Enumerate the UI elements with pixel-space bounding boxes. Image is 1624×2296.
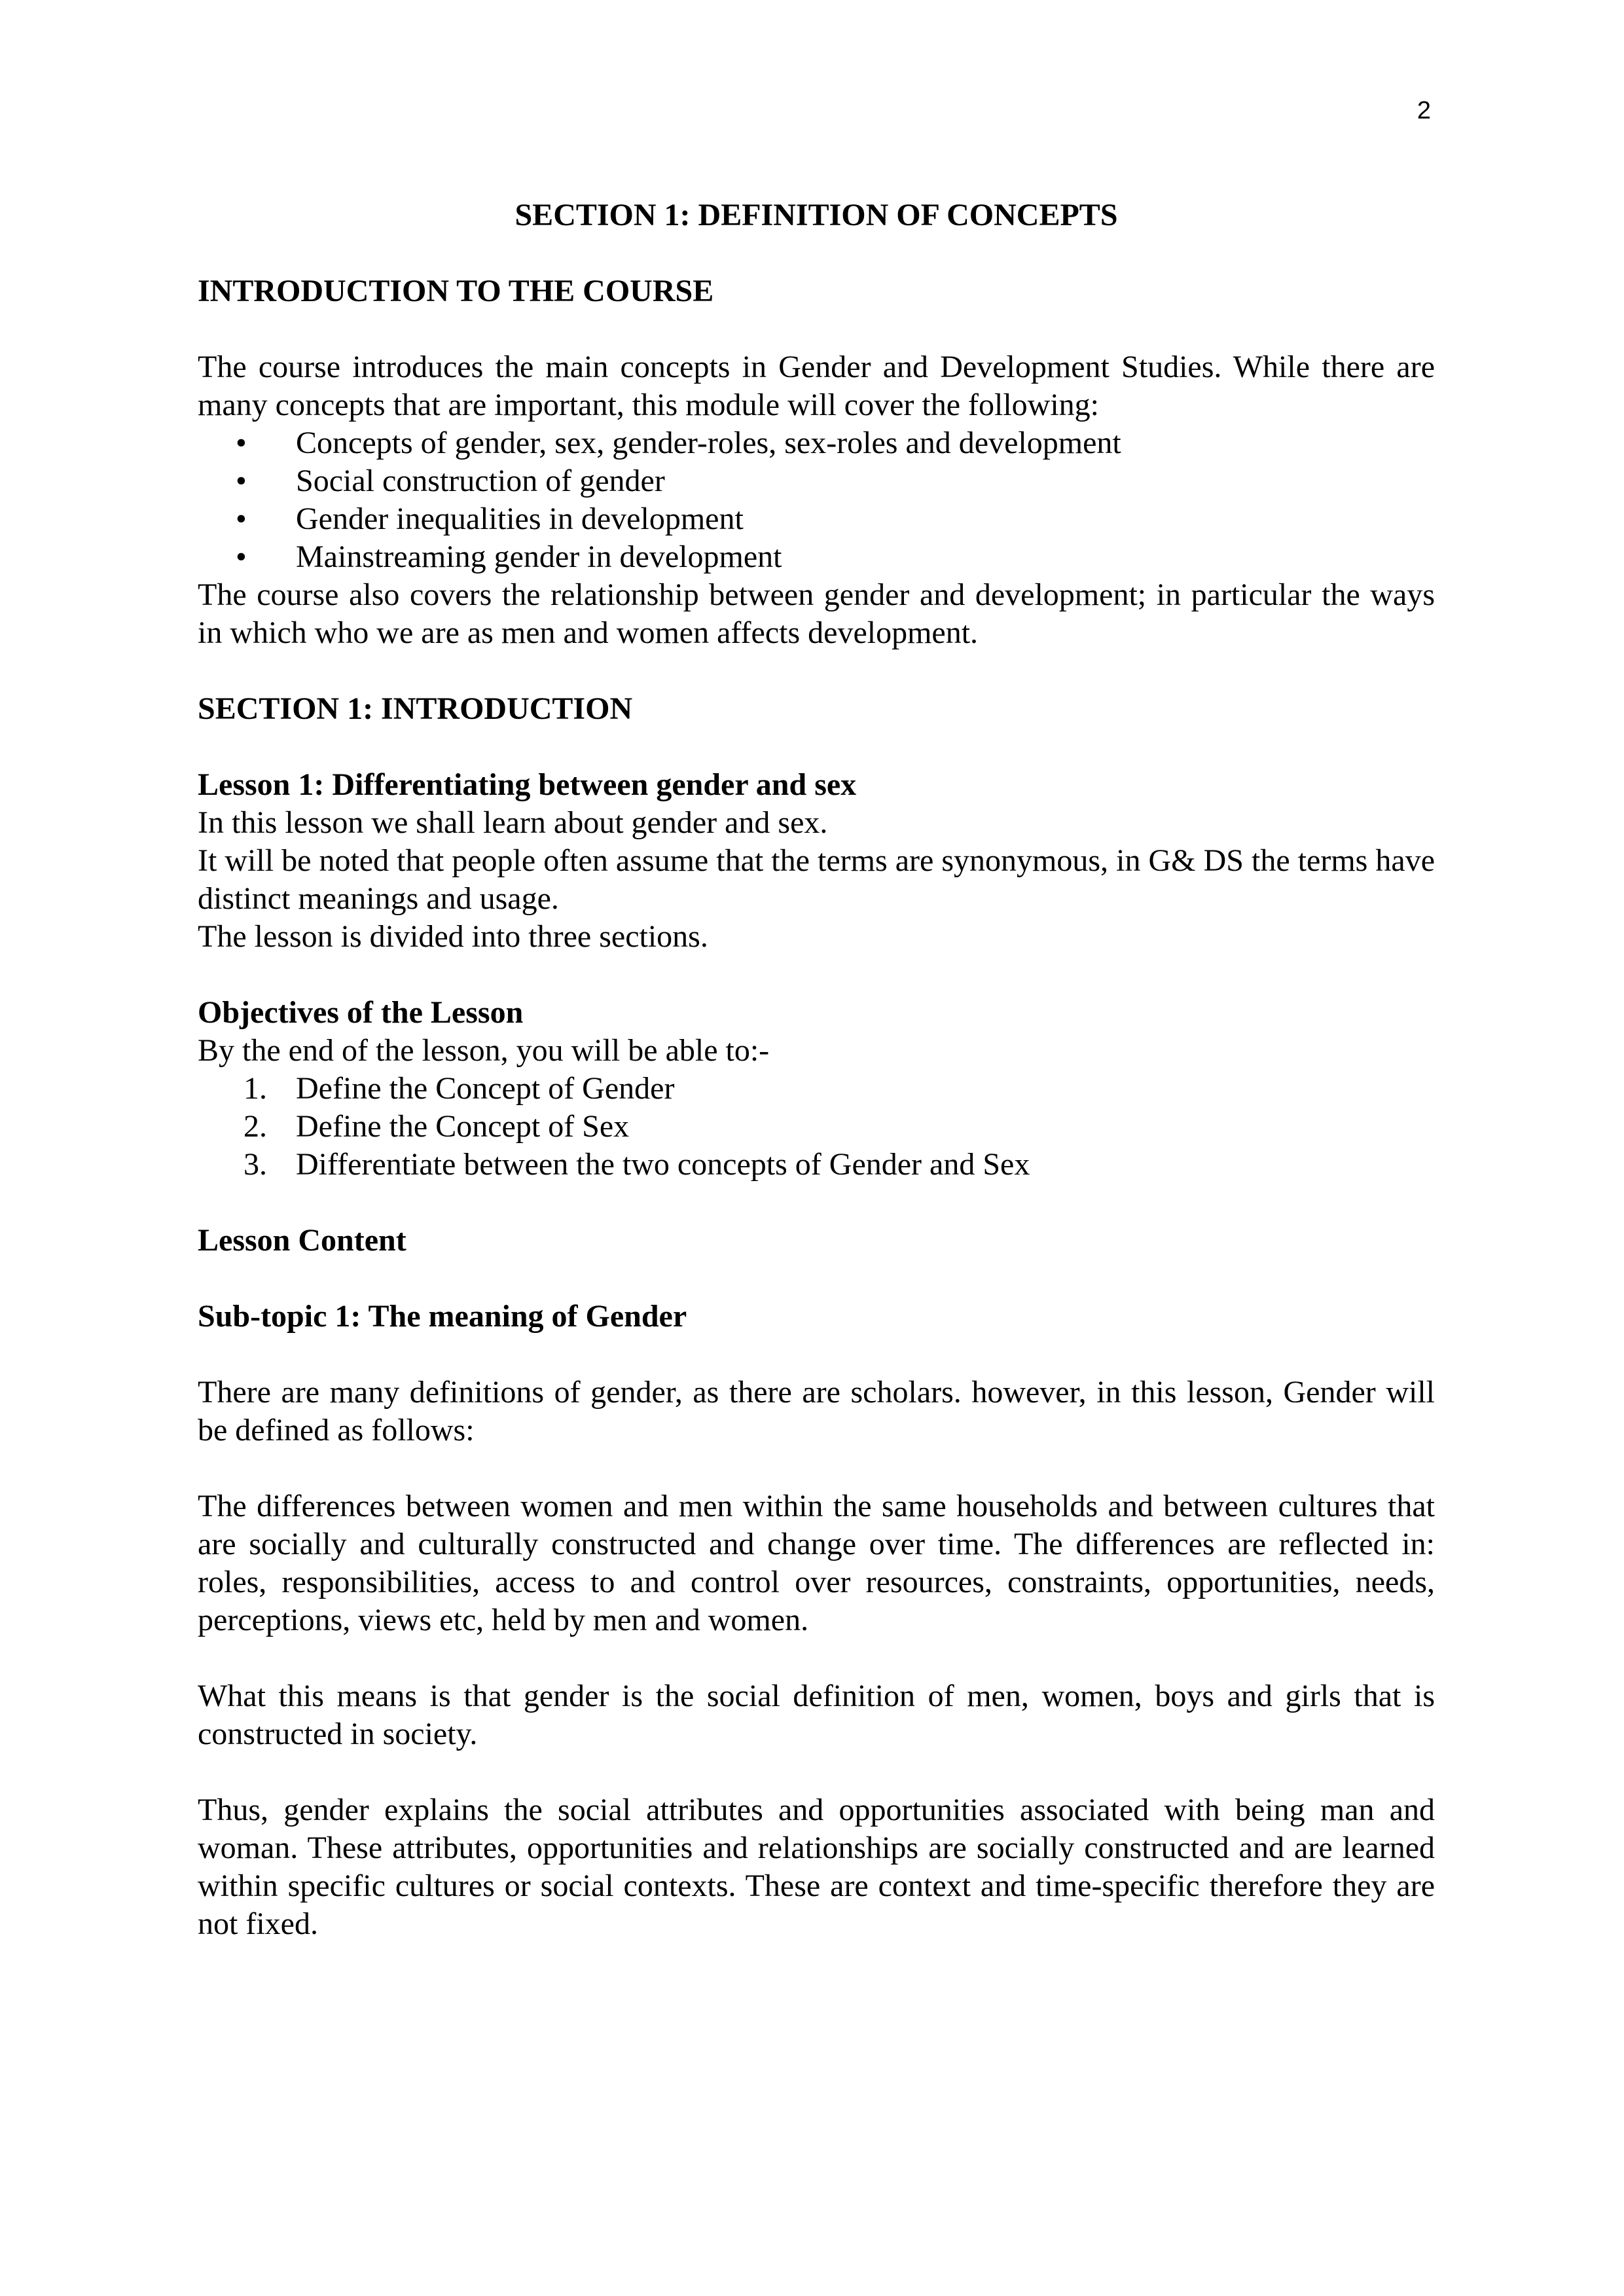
subtopic-paragraph: The differences between women and men within the same households and between cultures that are socially and culturally constructed and change over time. The differences are reflected in: roles, responsibilities, access to and control over resources, constraints, opportunities, needs, perceptions, views etc, held by men and women. xyxy=(198,1489,1435,1637)
lesson-heading: Lesson 1: Differentiating between gender and sex xyxy=(198,767,857,802)
list-number: 3. xyxy=(244,1147,267,1182)
objectives-heading: Objectives of the Lesson xyxy=(198,995,524,1030)
list-item xyxy=(198,462,1435,500)
objectives-lead: By the end of the lesson, you will be able to:- xyxy=(198,1033,770,1068)
list-item-text: Define the Concept of Sex xyxy=(296,1109,630,1144)
subtopic-paragraph: What this means is that gender is the social definition of men, women, boys and girls that is constructed in society. xyxy=(198,1679,1435,1751)
section-intro-heading: SECTION 1: INTRODUCTION xyxy=(198,691,633,726)
list-item-text: Define the Concept of Gender xyxy=(296,1071,675,1106)
spacer xyxy=(198,1639,1435,1677)
list-item xyxy=(198,500,1435,538)
subtopic-paragraph: There are many definitions of gender, as there are scholars. however, in this lesson, Gender will be defined as follows: xyxy=(198,1375,1435,1448)
spacer xyxy=(198,1260,1435,1298)
objectives-list xyxy=(198,1070,1435,1184)
list-item xyxy=(198,1146,1435,1184)
spacer xyxy=(198,310,1435,348)
intro-paragraph: The course introduces the main concepts in Gender and Development Studies. While there are many concepts that are important, this module will cover the following: xyxy=(198,350,1435,422)
list-number: 2. xyxy=(244,1109,267,1144)
list-item xyxy=(198,1070,1435,1108)
list-item-text: Gender inequalities in development xyxy=(296,501,744,536)
lesson-line: It will be noted that people often assume that the terms are synonymous, in G& DS the terms have distinct meanings and usage. xyxy=(198,843,1435,916)
page-number: 2 xyxy=(1416,97,1431,124)
intro-closing-paragraph: The course also covers the relationship between gender and development; in particular the ways in which who we are as men and women affects development. xyxy=(198,577,1435,650)
lesson-line: The lesson is divided into three sections. xyxy=(198,919,708,954)
page-content xyxy=(198,196,1435,1943)
subtopic-heading: Sub-topic 1: The meaning of Gender xyxy=(198,1299,687,1334)
list-item-text: Concepts of gender, sex, gender-roles, sex-roles and development xyxy=(296,426,1121,460)
list-item-text: Differentiate between the two concepts of Gender and Sex xyxy=(296,1147,1030,1182)
list-item-text: Mainstreaming gender in development xyxy=(296,539,782,574)
subtopic-paragraph: Thus, gender explains the social attributes and opportunities associated with being man and woman. These attributes, opportunities and relationships are socially constructed and are learned within specific cultures or social contexts. These are context and time-specific therefore they are not fixed. xyxy=(198,1793,1435,1941)
list-item xyxy=(198,1108,1435,1146)
spacer xyxy=(198,956,1435,994)
lesson-content-heading: Lesson Content xyxy=(198,1223,406,1258)
bullet-icon: • xyxy=(236,539,247,574)
intro-heading: INTRODUCTION TO THE COURSE xyxy=(198,274,714,308)
list-item-text: Social construction of gender xyxy=(296,464,665,498)
spacer xyxy=(198,1184,1435,1222)
section-title: SECTION 1: DEFINITION OF CONCEPTS xyxy=(514,198,1118,232)
bullet-icon: • xyxy=(236,426,247,460)
spacer xyxy=(198,652,1435,690)
lesson-line: In this lesson we shall learn about gender and sex. xyxy=(198,805,828,840)
list-number: 1. xyxy=(244,1071,267,1106)
bullet-icon: • xyxy=(236,501,247,536)
spacer xyxy=(198,1753,1435,1791)
spacer xyxy=(198,728,1435,766)
spacer xyxy=(198,1449,1435,1487)
list-item xyxy=(198,424,1435,462)
bullet-icon: • xyxy=(236,464,247,498)
concept-bullet-list xyxy=(198,424,1435,576)
spacer xyxy=(198,1336,1435,1374)
list-item xyxy=(198,538,1435,576)
